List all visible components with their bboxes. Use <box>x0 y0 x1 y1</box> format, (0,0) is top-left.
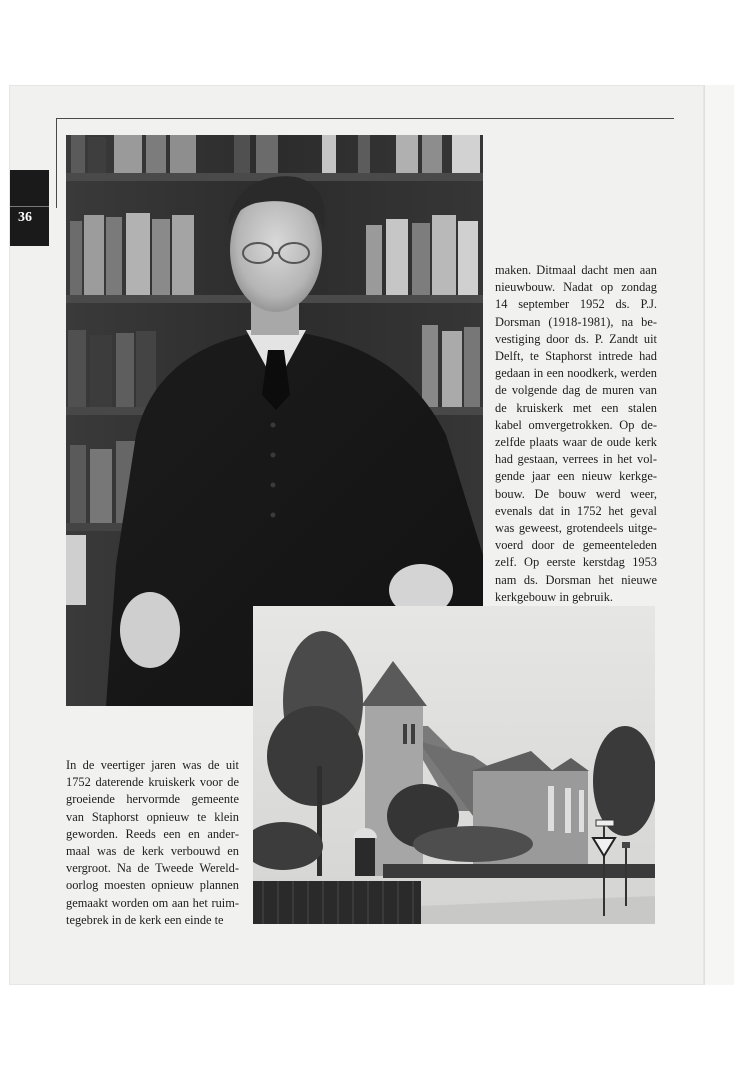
page-number-divider <box>10 206 49 207</box>
frame-rule-vertical <box>56 118 57 208</box>
church-photo <box>253 606 655 924</box>
page-number-tab <box>10 170 49 246</box>
church-photo-image <box>253 606 655 924</box>
article-paragraph-right: maken. Ditmaal dacht men aan nieuwbouw. Nadat op zondag 14 september 1952 ds. P.J. Dorsman (1918-1981), na bevestiging door ds. P. Zandt uit Delft, te Staphorst intrede had gedaan in een noodkerk, werden de volgende dag de muren van de kruiskerk met een stalen kabel omvergetrokken. Op dezelfde plaats waar de oude kerk had gestaan, verrees in het volgende jaar een nieuw kerkgebouw. De bouw werd weer, evenals dat in 1752 het geval was geweest, grotendeels uitgevoerd door de gemeenteleden zelf. Op eerste kerstdag 1953 nam ds. Dorsman het nieuwe kerkgebouw in gebruik. <box>495 263 657 604</box>
article-paragraph-left: In de veertiger jaren was de uit 1752 daterende kruiskerk voor de groeiende hervormde gemeente van Staphorst opnieuw te klein geworden. Reeds een en andermaal was de kerk verbouwd en vergroot. Na de Tweede Wereldoorlog moesten opnieuw plannen gemaakt worden om aan het ruimtegebrek in de kerk een einde te <box>66 758 239 927</box>
frame-rule-horizontal <box>56 118 674 119</box>
page-number: 36 <box>18 210 32 225</box>
page-edge <box>704 85 734 985</box>
